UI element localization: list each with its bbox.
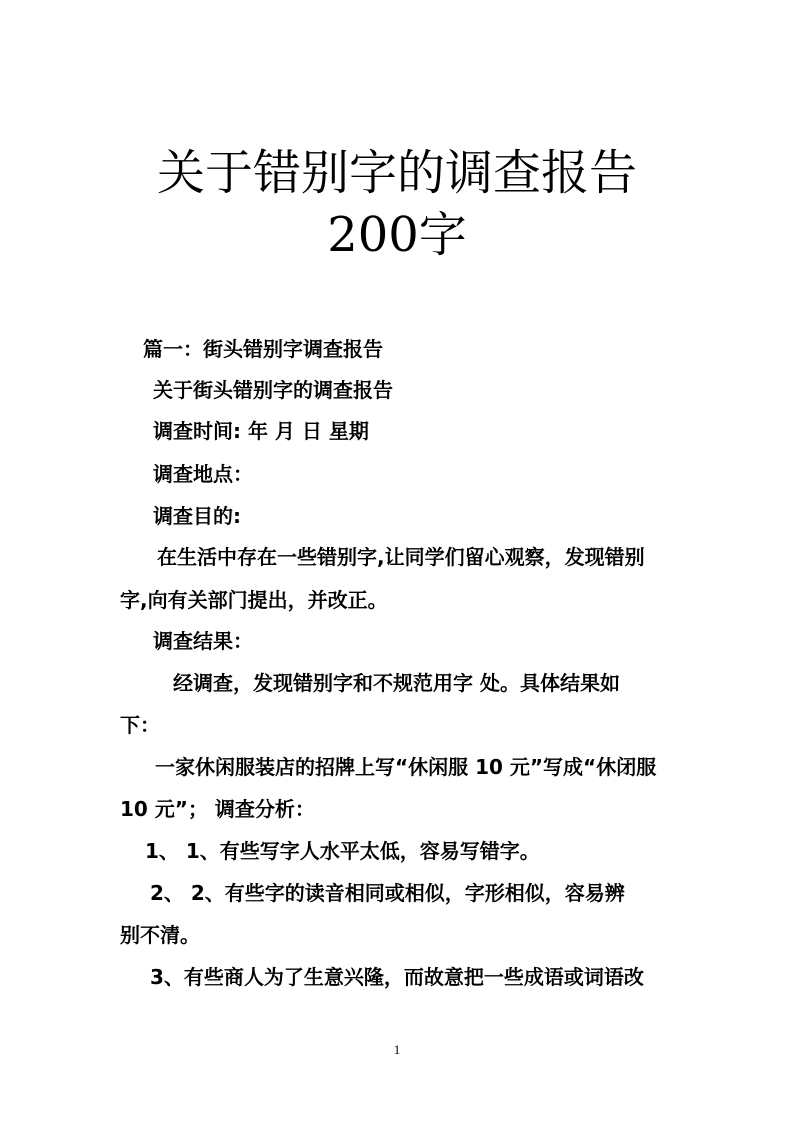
example-line1: 一家休闲服装店的招牌上写“休闲服 10 元”写成“休闭服 — [155, 755, 657, 779]
report-title: 关于街头错别字的调查报告 — [153, 378, 393, 402]
survey-time: 调查时间: 年 月 日 星期 — [153, 419, 369, 443]
result-paragraph-line2: 下： — [120, 713, 160, 737]
survey-purpose-label: 调查目的: — [153, 504, 241, 528]
result-label: 调查结果： — [153, 629, 253, 653]
section-heading: 篇一：街头错别字调查报告 — [143, 337, 383, 361]
analysis-item-2-line1: 2、 2、有些字的读音相同或相似，字形相似，容易辨 — [150, 881, 625, 905]
result-paragraph-line1: 经调查，发现错别字和不规范用字 处。具体结果如 — [173, 671, 620, 695]
document-title: 关于错别字的调查报告 — [156, 145, 637, 201]
analysis-item-3-line1: 3、有些商人为了生意兴隆，而故意把一些成语或词语改 — [150, 965, 644, 989]
analysis-item-2-line2: 别不清。 — [120, 923, 200, 947]
document-title-subtitle: 200字 — [327, 207, 467, 263]
purpose-paragraph-line1: 在生活中存在一些错别字,让同学们留心观察，发现错别 — [157, 545, 645, 569]
page-number: 1 — [393, 1042, 401, 1057]
example-line2: 10 元”； 调查分析： — [120, 797, 315, 821]
analysis-item-1: 1、 1、有些写字人水平太低，容易写错字。 — [145, 839, 540, 863]
purpose-paragraph-line2: 字,向有关部门提出，并改正。 — [120, 588, 388, 612]
survey-place: 调查地点： — [153, 462, 253, 486]
